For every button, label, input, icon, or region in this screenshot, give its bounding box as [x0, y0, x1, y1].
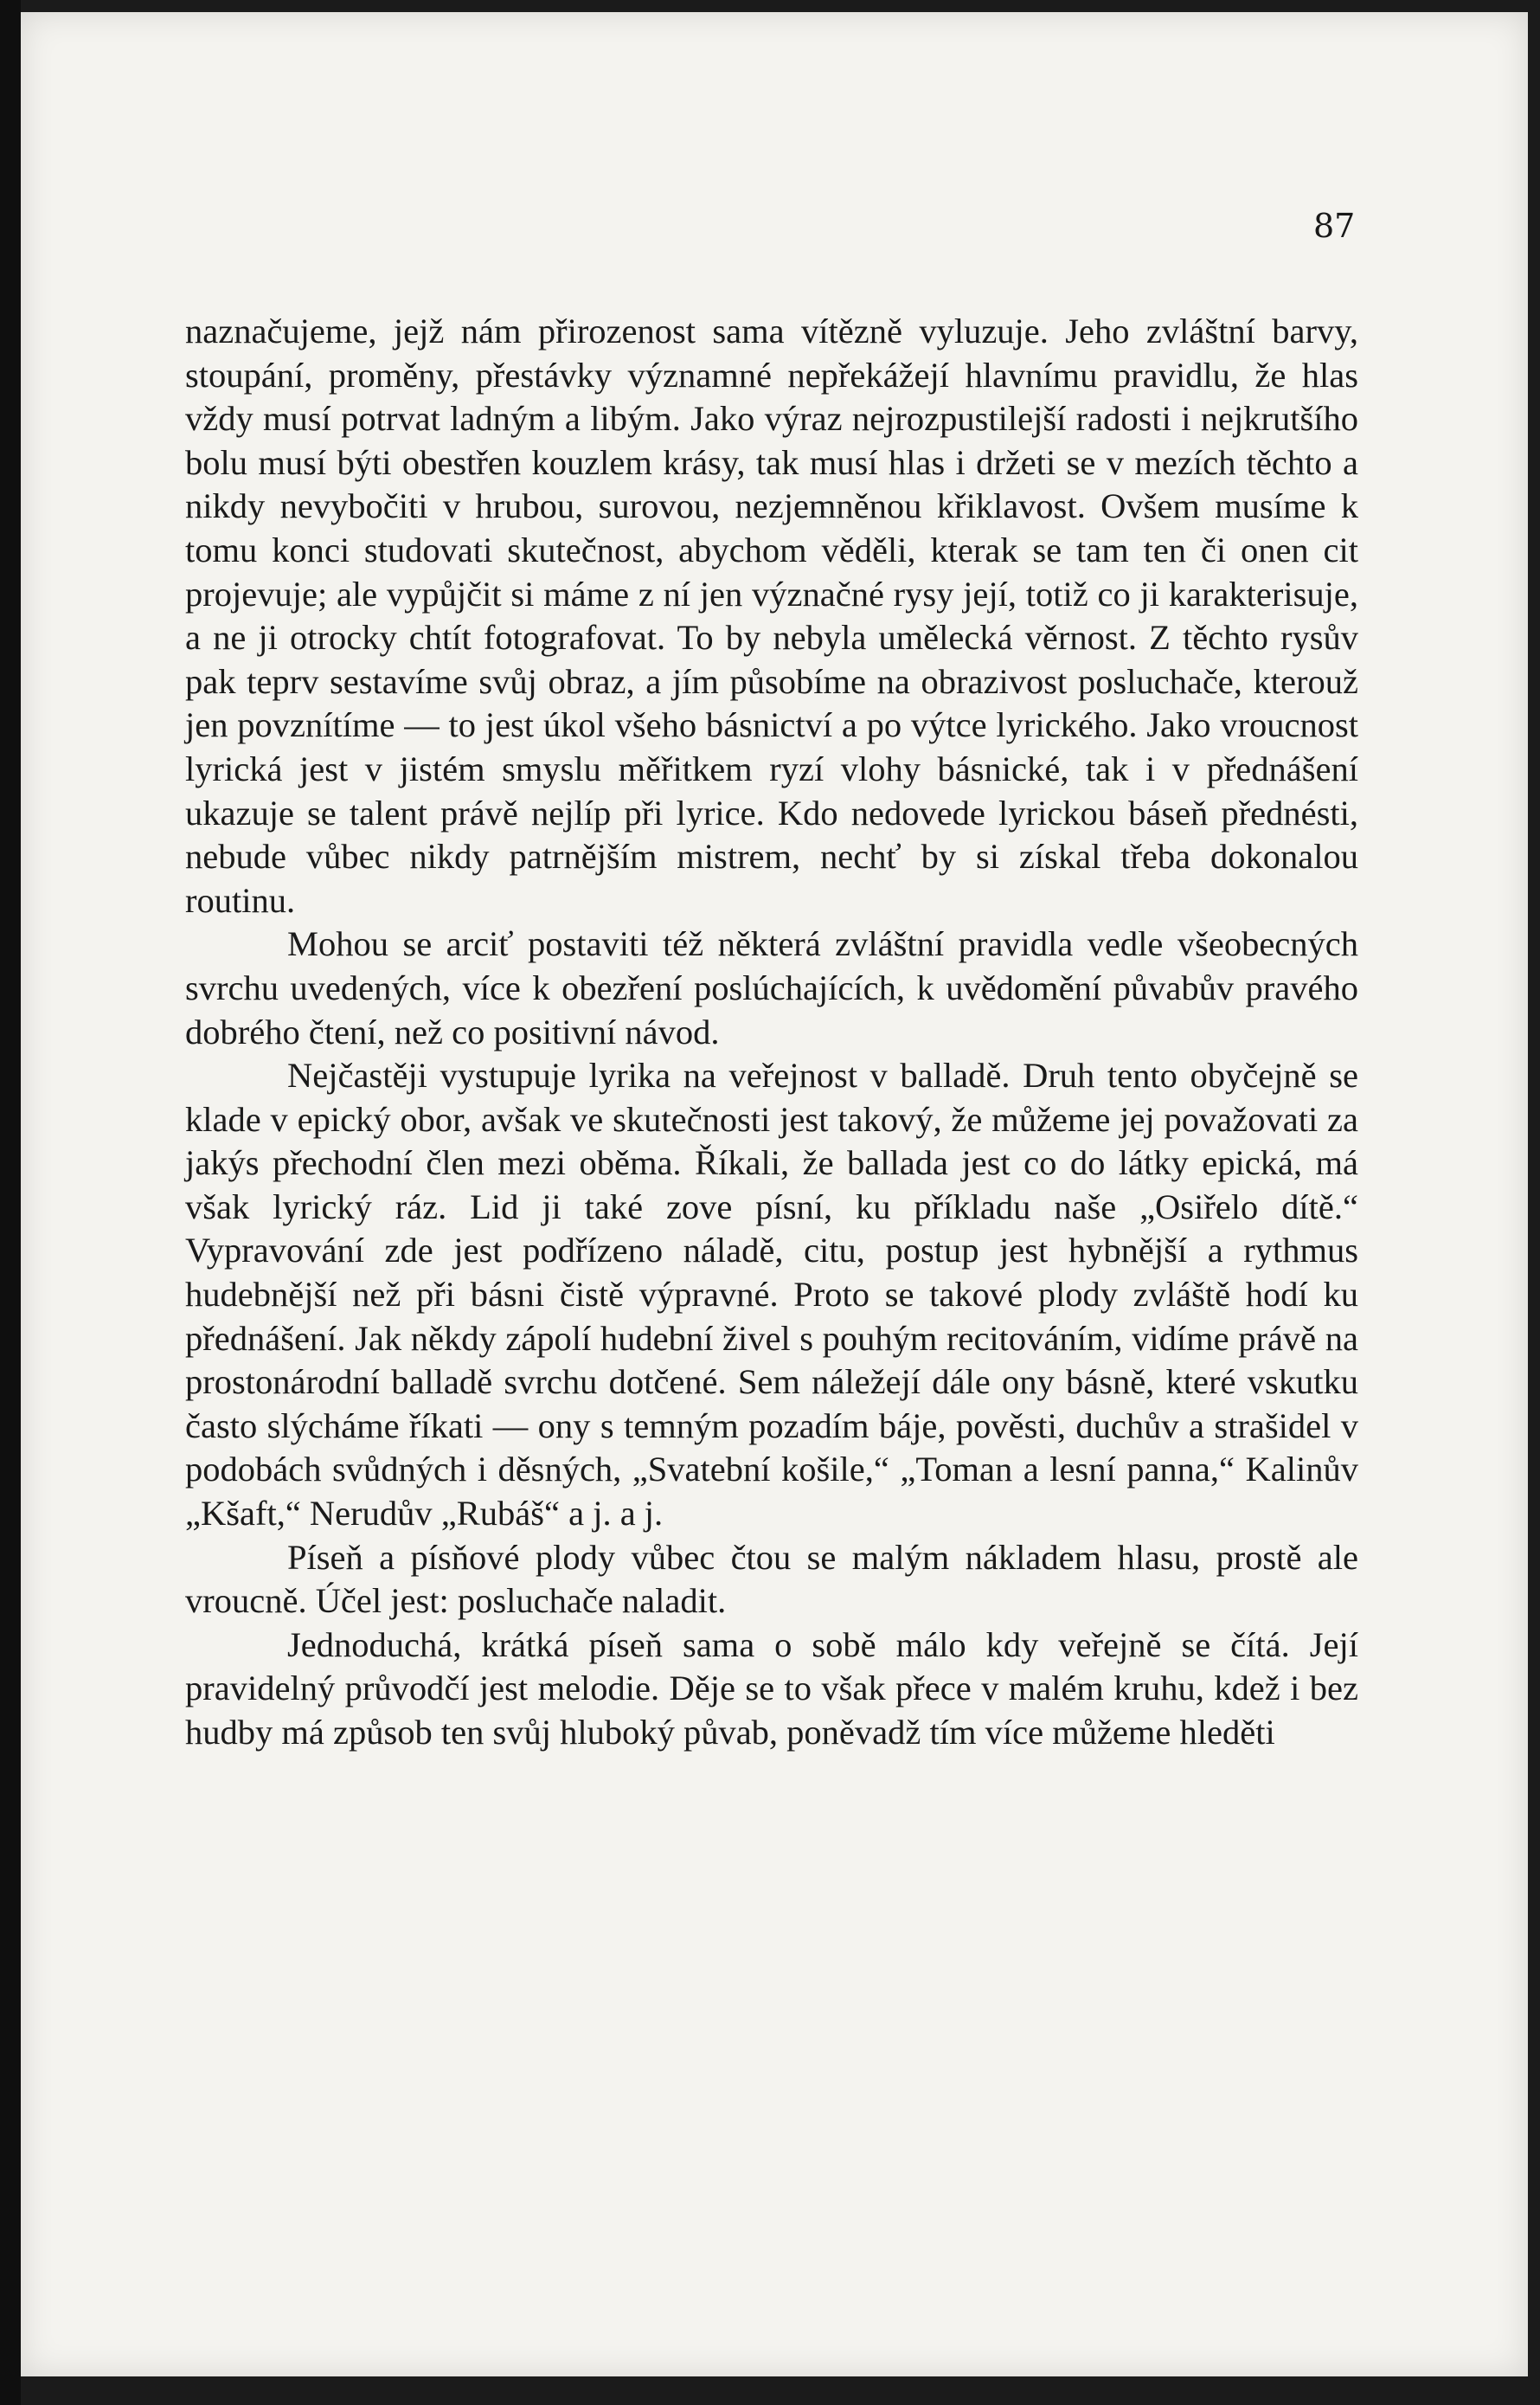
page-binding-edge: [0, 0, 21, 2405]
book-page: [21, 12, 1528, 2376]
paragraph-1: naznačujeme, jejž nám přirozenost sama vítězně vyluzuje. Jeho zvláštní barvy, stoupání, proměny, přestávky významné nepřekážejí hlavnímu pravidlu, že hlas vždy musí potrvat ladným a libým. Jako výraz nejrozpustilejší radosti i nejkrutšího bolu musí býti obestřen kouzlem krásy, tak musí hlas i držeti se v mezích těchto a nikdy nevybočiti v hrubou, surovou, nezjemněnou křiklavost. Ovšem musíme k tomu konci studovati skutečnost, abychom věděli, kterak se tam ten či onen cit projevuje; ale vypůjčit si máme z ní jen význačné rysy její, totiž co ji karakterisuje, a ne ji otrocky chtít fotografovat. To by nebyla umělecká věrnost. Z těchto rysův pak teprv sestavíme svůj obraz, a jím působíme na obrazivost posluchače, kterouž jen povznítíme — to jest úkol všeho básnictví a po výtce lyrického. Jako vroucnost lyrická jest v jistém smyslu měřitkem ryzí vlohy básnické, tak i v přednášení ukazuje se talent právě nejlíp při lyrice. Kdo nedovede lyrickou báseň přednésti, nebude vůbec nikdy patrnějším mistrem, nechť by si získal třeba dokonalou routinu.: [185, 312, 1358, 920]
paragraph-5: Jednoduchá, krátká píseň sama o sobě málo kdy veřejně se čítá. Její pravidelný průvodčí jest melodie. Děje se to však přece v malém kruhu, kdež i bez hudby má způsob ten svůj hluboký půvab, poněvadž tím více můžeme hleděti: [185, 1624, 1358, 1752]
paragraph-3: Nejčastěji vystupuje lyrika na veřejnost v balladě. Druh tento obyčejně se klade v epický obor, avšak ve skutečnosti jest takový, že můžeme jej považovati za jakýs přechodní člen mezi oběma. Říkali, že ballada jest co do látky epická, má však lyrický ráz. Lid ji také zove písní, ku příkladu naše „Osiřelo dítě.“ Vypravování zde jest podřízeno náladě, citu, postup jest hybnější a rythmus hudebnější než při básni čistě výpravné. Proto se takové plody zvláště hodí ku přednášení. Jak někdy zápolí hudební živel s pouhým recitováním, vidíme právě na prostonárodní balladě svrchu dotčené. Sem náležejí dále ony básně, které vskutku často slýcháme říkati — ony s temným pozadím báje, pověsti, duchův a strašidel v podobách svůdných i děsných, „Svatební košile,“ „Toman a lesní panna,“ Kalinův „Kšaft,“ Nerudův „Rubáš“ a j. a j.: [185, 1056, 1358, 1534]
page-number: 87: [1313, 207, 1356, 245]
body-text: [185, 310, 1358, 1755]
paragraph-4: Píseň a písňové plody vůbec čtou se malým nákladem hlasu, prostě ale vroucně. Účel jest: posluchače naladit.: [185, 1537, 1358, 1621]
paragraph-2: Mohou se arciť postaviti též některá zvláštní pravidla vedle všeobecných svrchu uvedených, více k obezření poslúchajících, k uvědomění půvabův pravého dobrého čtení, než co positivní návod.: [185, 924, 1358, 1051]
